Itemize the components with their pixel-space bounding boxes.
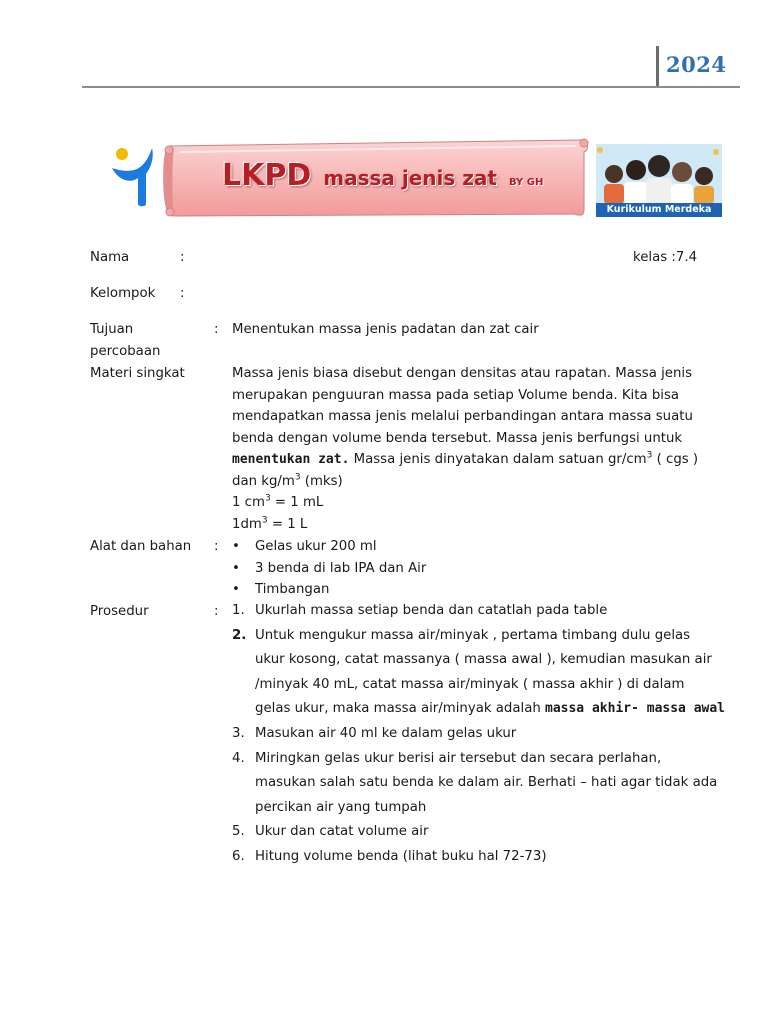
banner-title <box>222 158 543 198</box>
tujuan-label-line1: Tujuan <box>90 322 134 337</box>
list-item: • Timbangan <box>232 579 732 601</box>
tujuan-label <box>90 319 212 362</box>
materi-line: menentukan zat. Massa jenis dinyatakan dalam satuan $gr/cm^3$ ( cgs ) <box>232 450 699 467</box>
materi-line: merupakan penguuran massa pada setiap Volume benda. Kita bisa <box>232 387 680 403</box>
list-item: 1. Ukurlah massa setiap benda dan catatlah pada table <box>232 599 732 624</box>
alat-label: Alat dan bahan <box>90 539 192 554</box>
step-number: 6. <box>232 848 245 864</box>
list-item: 2. Untuk mengukur massa air/minyak , pertama timbang dulu gelas ukur kosong, catat massanya ( massa awal ), kemudian masukan air /minyak 40 mL, catat massa air/minyak ( massa akhir ) di dalam gelas ukur, maka massa air/minyak adalah massa akhir- massa awal <box>232 624 732 722</box>
tujuan-colon: : <box>214 322 219 337</box>
materi-label: Materi singkat <box>90 366 185 381</box>
step-number: 3. <box>232 725 245 741</box>
materi-bold-term: menentukan zat. <box>232 452 350 467</box>
header-separator <box>656 46 659 88</box>
kelas-text: kelas :7.4 <box>633 250 698 265</box>
kurikulum-merdeka-image <box>596 144 722 217</box>
banner-title-sub: massa jenis zat <box>323 166 497 190</box>
kelompok-colon: : <box>180 286 185 301</box>
logo-icon <box>108 146 160 208</box>
bullet-icon: • <box>232 582 240 597</box>
materi-line: 1 $cm^3 = 1$ mL <box>232 493 324 510</box>
list-item: • 3 benda di lab IPA dan Air <box>232 558 732 580</box>
nama-colon: : <box>180 250 185 265</box>
prosedur-colon: : <box>214 604 219 619</box>
list-item: 4. Miringkan gelas ukur berisi air tersebut dan secara perlahan, masukan salah satu benda ke dalam air. Berhati – hati agar tidak ada percikan air yang tumpah <box>232 747 732 821</box>
step-number: 2. <box>232 627 247 643</box>
tujuan-text: Menentukan massa jenis padatan dan zat cair <box>232 322 539 337</box>
prosedur-list <box>232 599 732 870</box>
alat-colon: : <box>214 539 219 554</box>
header-year: 2024 <box>666 52 727 77</box>
prosedur-label: Prosedur <box>90 604 149 619</box>
banner-title-by: BY GH <box>508 177 544 188</box>
tujuan-label-line2: percobaan <box>90 343 161 359</box>
list-item: • Gelas ukur 200 ml <box>232 536 732 558</box>
materi-line: mendapatkan massa jenis melalui perbandingan antara massa suatu <box>232 409 693 424</box>
massa-formula: massa akhir- massa awal <box>545 701 726 717</box>
alat-list <box>232 536 732 601</box>
step-number: 4. <box>232 750 245 766</box>
list-item: 6. Hitung volume benda (lihat buku hal 72-73) <box>232 845 732 870</box>
kelompok-label: Kelompok <box>90 286 156 301</box>
header-rule <box>82 86 740 88</box>
step-number: 5. <box>232 824 245 840</box>
bullet-icon: • <box>232 539 240 554</box>
step-number: 1. <box>232 603 245 618</box>
list-item: 5. Ukur dan catat volume air <box>232 820 732 845</box>
materi-line: benda dengan volume benda tersebut. Massa jenis berfungsi untuk <box>232 430 683 446</box>
list-item: 3. Masukan air 40 ml ke dalam gelas ukur <box>232 722 732 747</box>
bullet-icon: • <box>232 560 240 576</box>
materi-line: dan $kg/m^3$ (mks) <box>232 472 343 489</box>
nama-label: Nama <box>90 250 130 265</box>
kurikulum-merdeka-label: Kurikulum Merdeka <box>596 203 722 217</box>
materi-line: $1dm^3 = 1$ L <box>232 515 308 532</box>
materi-line: Massa jenis biasa disebut dengan densitas atau rapatan. Massa jenis <box>232 366 693 381</box>
banner-title-main: LKPD <box>222 158 312 193</box>
materi-text <box>232 363 732 535</box>
